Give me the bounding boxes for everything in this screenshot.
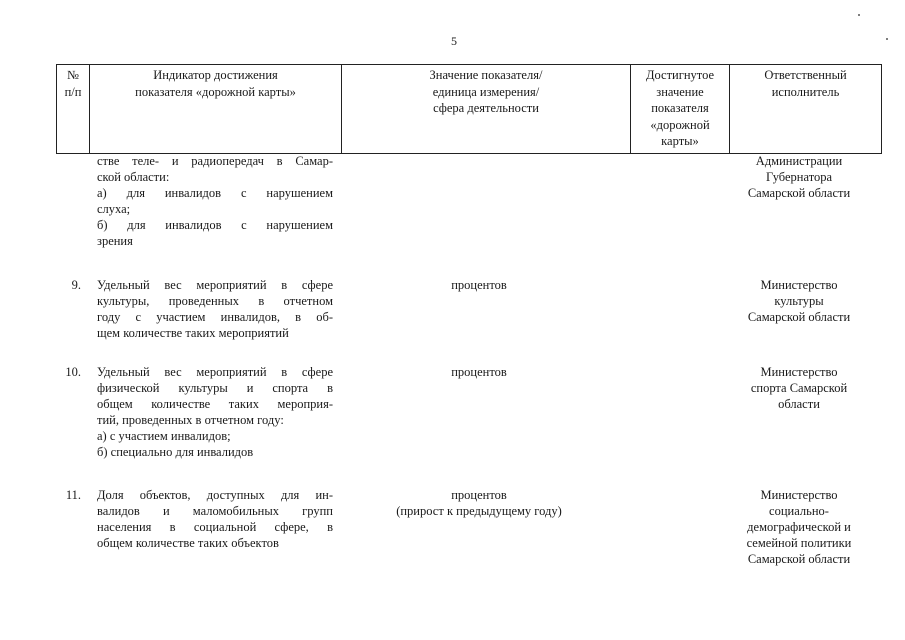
row-number: 10. — [65, 365, 81, 379]
table-header — [56, 64, 882, 154]
header-col-num: № п/п — [57, 65, 90, 154]
row-unit: процентов — [451, 365, 507, 379]
header-col-responsible: Ответственный исполнитель — [730, 65, 882, 154]
row-number: 11. — [65, 488, 81, 502]
scan-speck — [858, 14, 860, 16]
page-number: 5 — [451, 34, 457, 48]
row-responsible: Министерство социально- демографической и семейной политики Самарской области — [746, 488, 852, 566]
row-number: 9. — [71, 278, 81, 292]
row-unit: процентов — [451, 278, 507, 292]
header-col-achieved: Достигнутое значение показателя «дорожной карты» — [631, 65, 730, 154]
row-responsible: Министерство спорта Самарской области — [750, 365, 848, 411]
row-responsible: Министерство культуры Самарской области — [747, 278, 851, 324]
row-indicator: Доля объектов, доступных для ин- валидов и маломобильных групп населения в социальной сфере, в общем количестве таких объектов — [97, 488, 333, 550]
header-col-value: Значение показателя/ единица измерения/ сфера деятельности — [342, 65, 631, 154]
scan-speck — [886, 38, 888, 40]
header-col-indicator: Индикатор достижения показателя «дорожной карты» — [90, 65, 342, 154]
row-indicator: стве теле- и радиопередач в Самар- ской области: а) для инвалидов с нарушением слуха; б) для инвалидов с нарушением зрения — [97, 154, 333, 248]
row-indicator: Удельный вес мероприятий в сфере физической культуры и спорта в общем количестве таких мероприя- тий, проведенных в отчетном году: а) с участием инвалидов; б) специально для инвалидов — [97, 365, 333, 459]
row-indicator: Удельный вес мероприятий в сфере культуры, проведенных в отчетном году с участием инвалидов, в об- щем количестве таких мероприятий — [97, 278, 333, 340]
row-unit: процентов (прирост к предыдущему году) — [396, 488, 562, 518]
row-responsible: Администрации Губернатора Самарской области — [747, 154, 851, 200]
